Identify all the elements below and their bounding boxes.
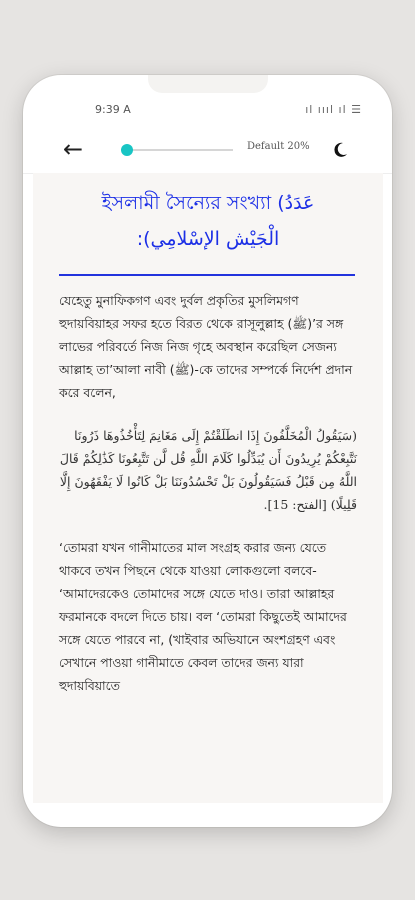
reader-toolbar [23, 127, 392, 174]
status-icons: ıl ıııl ıl ☰ [305, 103, 362, 116]
night-mode-moon-icon[interactable] [331, 141, 349, 159]
arabic-verse: (سَيَقُولُ الْمُخَلَّفُونَ إِذَا انطَلَقْتُمْ إِلَى مَغَانِمَ لِتَأْخُذُوهَا ذَرُونَا نَتَّبِعْكُمْ يُرِيدُونَ أَن يُبَدِّلُوا كَلَامَ اللَّهِ قُل لَّن تَتَّبِعُونَا كَذَٰلِكُمْ قَالَ اللَّهُ مِن قَبْلُ فَسَيَقُولُونَ بَلْ تَحْسُدُونَنَا بَلْ كَانُوا لَا يَفْقَهُونَ إِلَّا قَلِيلًا) [الفتح: 15]. [59, 428, 357, 512]
font-size-slider[interactable] [121, 149, 233, 151]
status-bar [23, 101, 392, 121]
status-time: 9:39 A [95, 103, 131, 116]
title-line-1: ইসলামী সৈন্যের সংখ্যা (عَدَدُ [101, 192, 315, 214]
back-arrow-icon[interactable]: ← [63, 135, 84, 163]
title-line-2: الْجَيْش الإسْلامِي): [136, 228, 280, 250]
phone-frame [23, 75, 392, 827]
notch [148, 75, 268, 93]
article-content [33, 173, 383, 803]
slider-thumb[interactable] [121, 144, 133, 156]
paragraph-2: ‘তোমরা যখন গানীমাতের মাল সংগ্রহ করার জন্য যেতে থাকবে তখন পিছনে থেকে যাওয়া লোকগুলো বলবে- ‘আমাদেরকেও তোমাদের সঙ্গে যেতে দাও। তারা আল্লাহর ফরমানকে বদলে দিতে চায়। বল ‘তোমরা কিছুতেই আমাদের সঙ্গে যেতে পারবে না, (খাইবার অভিযানে অংশগ্রহণ এবং সেখানে পাওয়া গানীমাতে কেবল তাদের জন্য যারা হুদায়বিয়াতে [59, 540, 347, 693]
title-divider [59, 274, 355, 276]
font-size-label: Default 20% [247, 141, 310, 152]
paragraph-1: যেহেতু মুনাফিকগণ এবং দুর্বল প্রকৃতির মুসলিমগণ হুদায়বিয়াহর সফর হতে বিরত থেকে রাসূলুল্লাহ (ﷺ)’র সঙ্গ লাভের পরিবর্তে নিজ নিজ গৃহে অবস্থান করেছিল সেজন্য আল্লাহ তা’আলা নাবী (ﷺ)-কে তাদের সম্পর্কে নির্দেশ প্রদান করে বলেন, [59, 293, 353, 400]
article-title [33, 173, 383, 275]
